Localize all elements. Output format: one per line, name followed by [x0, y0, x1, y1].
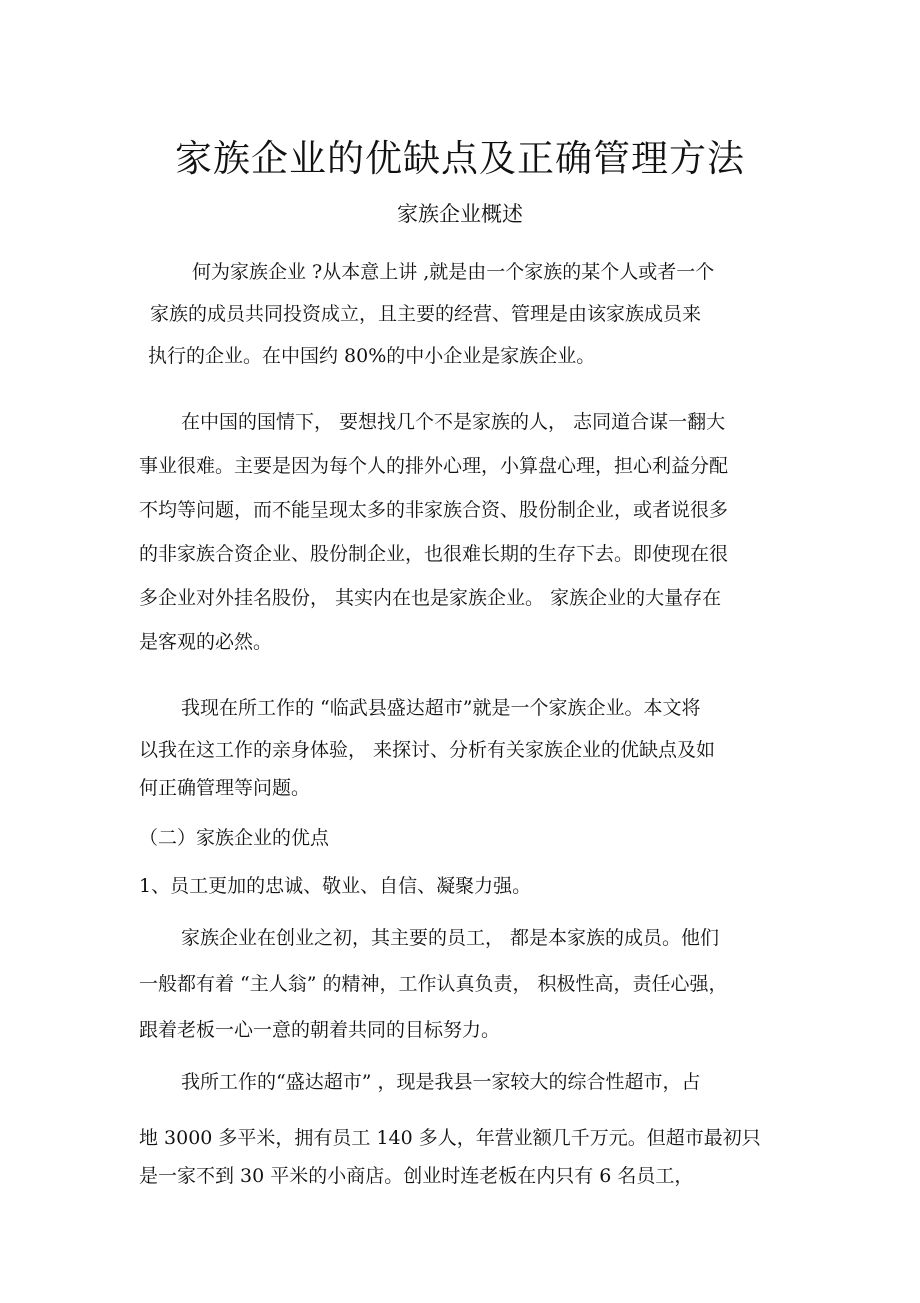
point-heading: 1、员工更加的忠诚、敬业、自信、凝聚力强。: [139, 875, 532, 897]
section-heading: （二）家族企业的优点: [139, 827, 330, 849]
paragraph-2-line-5: 多企业对外挂名股份， 其实内在也是家族企业。 家族企业的大量存在: [139, 587, 722, 609]
paragraph-3-line-1: 我现在所工作的 “临武县盛达超市”就是一个家族企业。本文将: [181, 697, 701, 719]
document-title: 家族企业的优缺点及正确管理方法: [175, 137, 745, 180]
paragraph-1-line-1: 何为家族企业 ?从本意上讲 ,就是由一个家族的某个人或者一个: [192, 261, 715, 283]
paragraph-1-line-2: 家族的成员共同投资成立，且主要的经营、管理是由该家族成员来: [150, 303, 702, 325]
paragraph-2-line-3: 不均等问题，而不能呈现太多的非家族合资、股份制企业，或者说很多: [139, 499, 729, 521]
paragraph-2-line-1: 在中国的国情下， 要想找几个不是家族的人， 志同道合谋一翻大: [181, 411, 726, 433]
paragraph-5-line-3: 是一家不到 30 平米的小商店。创业时连老板在内只有 6 名员工，: [139, 1165, 694, 1187]
paragraph-3-line-2: 以我在这工作的亲身体验， 来探讨、分析有关家族企业的优缺点及如: [139, 739, 716, 761]
document-subtitle: 家族企业概述: [397, 202, 523, 226]
paragraph-1-line-3: 执行的企业。在中国约 80%的中小企业是家族企业。: [148, 345, 596, 367]
paragraph-4-line-1: 家族企业在创业之初，其主要的员工， 都是本家族的成员。他们: [181, 927, 720, 949]
paragraph-2-line-4: 的非家族合资企业、股份制企业，也很难长期的生存下去。即使现在很: [139, 543, 729, 565]
paragraph-2-line-2: 事业很难。主要是因为每个人的排外心理，小算盘心理，担心利益分配: [139, 455, 729, 477]
paragraph-4-line-3: 跟着老板一心一意的朝着共同的目标努力。: [139, 1019, 501, 1041]
paragraph-5-line-1: 我所工作的“盛达超市” ，现是我县一家较大的综合性超市，占: [181, 1071, 701, 1093]
paragraph-3-line-3: 何正确管理等问题。: [139, 777, 311, 799]
paragraph-5-line-2: 地 3000 多平米，拥有员工 140 多人，年营业额几千万元。但超市最初只: [139, 1127, 761, 1149]
paragraph-4-line-2: 一般都有着 “主人翁” 的精神，工作认真负责， 积极性高，责任心强，: [139, 973, 728, 995]
paragraph-2-line-6: 是客观的必然。: [139, 631, 273, 653]
